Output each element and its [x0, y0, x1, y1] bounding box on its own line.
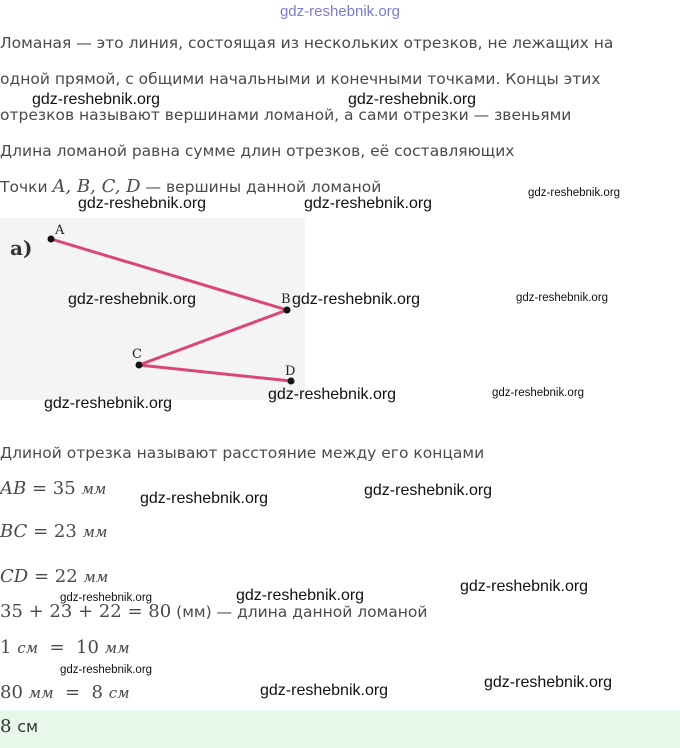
vertices-points: A, B, C, D — [52, 176, 141, 197]
watermark: gdz-reshebnik.org — [236, 587, 365, 604]
watermark: gdz-reshebnik.org — [528, 187, 621, 199]
vertex-c-dot — [136, 362, 143, 369]
watermark: gdz-reshebnik.org — [78, 195, 207, 212]
watermark: gdz-reshebnik.org — [68, 291, 197, 308]
equation-ab: AB = 35 мм — [0, 478, 107, 499]
equation-mm-to-cm: 80 мм = 8 см — [0, 682, 130, 703]
vertex-c-label: C — [132, 347, 142, 362]
answer-bar — [0, 710, 680, 748]
watermark: gdz-reshebnik.org — [140, 490, 269, 507]
polyline-figure — [0, 218, 305, 400]
watermark: gdz-reshebnik.org — [60, 592, 153, 604]
equation-sum: 35 + 23 + 22 = 80 (мм) — длина данной ломаной — [0, 601, 428, 622]
vertex-b-label: B — [281, 292, 291, 307]
equation-bc: BC = 23 мм — [0, 521, 108, 542]
paragraph-definition-line2: одной прямой, с общими начальными и конечными точками. Концы этих — [0, 70, 601, 88]
watermark: gdz-reshebnik.org — [60, 664, 153, 676]
vertices-suffix: — вершины данной ломаной — [145, 178, 382, 196]
watermark: gdz-reshebnik.org — [492, 387, 585, 399]
vertices-prefix: Точки — [0, 178, 48, 196]
watermark: gdz-reshebnik.org — [516, 292, 609, 304]
paragraph-definition-line3: отрезков называют вершинами ломаной, а сами отрезки — звеньями — [0, 106, 572, 124]
watermark: gdz-reshebnik.org — [260, 682, 389, 699]
vertex-b-dot — [284, 307, 291, 314]
watermark: gdz-reshebnik.org — [364, 482, 493, 499]
equation-cm-to-mm: 1 см = 10 мм — [0, 637, 130, 658]
paragraph-vertices — [0, 176, 381, 197]
vertex-a-dot — [48, 236, 55, 243]
watermark: gdz-reshebnik.org — [484, 674, 613, 691]
paragraph-length-rule: Длина ломаной равна сумме длин отрезков, её составляющих — [0, 142, 515, 160]
site-header-link[interactable]: gdz-reshebnik.org — [279, 3, 401, 20]
watermark: gdz-reshebnik.org — [304, 195, 433, 212]
polyline-svg — [0, 218, 305, 400]
paragraph-definition-line1: Ломаная — это линия, состоящая из нескольких отрезков, не лежащих на — [0, 34, 614, 52]
watermark: gdz-reshebnik.org — [292, 291, 421, 308]
watermark: gdz-reshebnik.org — [32, 91, 161, 108]
watermark: gdz-reshebnik.org — [268, 386, 397, 403]
vertex-d-label: D — [285, 364, 296, 379]
figure-label: а) — [10, 236, 33, 260]
polyline-path — [51, 239, 291, 381]
watermark: gdz-reshebnik.org — [348, 91, 477, 108]
answer-value: 8 см — [0, 716, 39, 737]
equation-cd: CD = 22 мм — [0, 566, 109, 587]
vertex-a-label: A — [55, 223, 65, 238]
watermark: gdz-reshebnik.org — [460, 578, 589, 595]
watermark: gdz-reshebnik.org — [44, 395, 173, 412]
paragraph-segment-length: Длиной отрезка называют расстояние между его концами — [0, 444, 485, 462]
